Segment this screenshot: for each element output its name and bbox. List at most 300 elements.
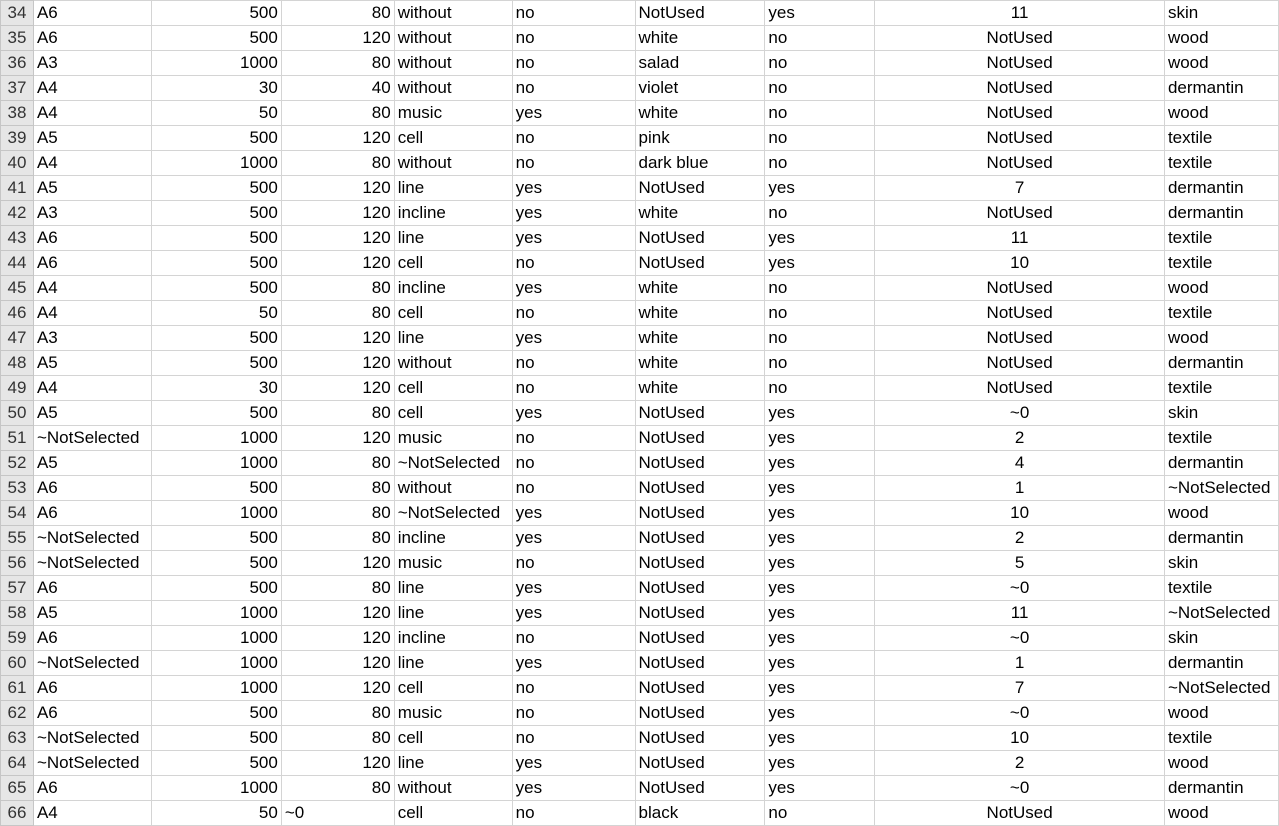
cell-col-H[interactable]: 10 bbox=[875, 251, 1165, 276]
cell-col-D[interactable]: line bbox=[394, 226, 512, 251]
cell-col-B[interactable]: 500 bbox=[151, 751, 281, 776]
cell-col-H[interactable]: ~0 bbox=[875, 576, 1165, 601]
cell-col-G[interactable]: yes bbox=[765, 251, 875, 276]
row-header[interactable]: 60 bbox=[1, 651, 34, 676]
cell-col-G[interactable]: yes bbox=[765, 426, 875, 451]
cell-col-C[interactable]: 120 bbox=[281, 601, 394, 626]
cell-col-B[interactable]: 500 bbox=[151, 326, 281, 351]
cell-col-E[interactable]: yes bbox=[512, 501, 635, 526]
cell-col-F[interactable]: NotUsed bbox=[635, 576, 765, 601]
cell-col-C[interactable]: 120 bbox=[281, 126, 394, 151]
cell-col-H[interactable]: 2 bbox=[875, 426, 1165, 451]
cell-col-H[interactable]: NotUsed bbox=[875, 151, 1165, 176]
cell-col-D[interactable]: without bbox=[394, 151, 512, 176]
row-header[interactable]: 66 bbox=[1, 801, 34, 826]
cell-col-H[interactable]: NotUsed bbox=[875, 126, 1165, 151]
cell-col-E[interactable]: yes bbox=[512, 601, 635, 626]
cell-col-C[interactable]: 80 bbox=[281, 101, 394, 126]
cell-col-G[interactable]: yes bbox=[765, 476, 875, 501]
cell-col-G[interactable]: yes bbox=[765, 551, 875, 576]
cell-col-H[interactable]: ~0 bbox=[875, 401, 1165, 426]
cell-col-F[interactable]: white bbox=[635, 201, 765, 226]
cell-col-C[interactable]: 80 bbox=[281, 151, 394, 176]
cell-col-A[interactable]: A4 bbox=[33, 376, 151, 401]
cell-col-I[interactable]: textile bbox=[1164, 576, 1278, 601]
cell-col-C[interactable]: 120 bbox=[281, 426, 394, 451]
cell-col-B[interactable]: 500 bbox=[151, 226, 281, 251]
cell-col-E[interactable]: no bbox=[512, 126, 635, 151]
cell-col-C[interactable]: 120 bbox=[281, 676, 394, 701]
cell-col-F[interactable]: white bbox=[635, 101, 765, 126]
cell-col-H[interactable]: 10 bbox=[875, 501, 1165, 526]
cell-col-G[interactable]: no bbox=[765, 276, 875, 301]
cell-col-G[interactable]: yes bbox=[765, 526, 875, 551]
row-header[interactable]: 55 bbox=[1, 526, 34, 551]
cell-col-B[interactable]: 500 bbox=[151, 276, 281, 301]
row-header[interactable]: 58 bbox=[1, 601, 34, 626]
cell-col-I[interactable]: dermantin bbox=[1164, 201, 1278, 226]
cell-col-D[interactable]: line bbox=[394, 576, 512, 601]
cell-col-H[interactable]: 5 bbox=[875, 551, 1165, 576]
row-header[interactable]: 48 bbox=[1, 351, 34, 376]
cell-col-A[interactable]: A6 bbox=[33, 501, 151, 526]
cell-col-C[interactable]: 80 bbox=[281, 1, 394, 26]
cell-col-G[interactable]: no bbox=[765, 151, 875, 176]
row-header[interactable]: 51 bbox=[1, 426, 34, 451]
cell-col-B[interactable]: 1000 bbox=[151, 426, 281, 451]
cell-col-E[interactable]: yes bbox=[512, 276, 635, 301]
cell-col-F[interactable]: salad bbox=[635, 51, 765, 76]
cell-col-H[interactable]: 11 bbox=[875, 1, 1165, 26]
cell-col-E[interactable]: yes bbox=[512, 101, 635, 126]
cell-col-I[interactable]: textile bbox=[1164, 301, 1278, 326]
cell-col-E[interactable]: no bbox=[512, 51, 635, 76]
cell-col-E[interactable]: yes bbox=[512, 176, 635, 201]
cell-col-B[interactable]: 1000 bbox=[151, 51, 281, 76]
cell-col-H[interactable]: 7 bbox=[875, 176, 1165, 201]
cell-col-A[interactable]: ~NotSelected bbox=[33, 751, 151, 776]
cell-col-E[interactable]: no bbox=[512, 551, 635, 576]
cell-col-B[interactable]: 500 bbox=[151, 176, 281, 201]
row-header[interactable]: 65 bbox=[1, 776, 34, 801]
cell-col-B[interactable]: 500 bbox=[151, 576, 281, 601]
cell-col-D[interactable]: cell bbox=[394, 401, 512, 426]
cell-col-E[interactable]: yes bbox=[512, 326, 635, 351]
cell-col-I[interactable]: wood bbox=[1164, 326, 1278, 351]
row-header[interactable]: 42 bbox=[1, 201, 34, 226]
row-header[interactable]: 64 bbox=[1, 751, 34, 776]
row-header[interactable]: 50 bbox=[1, 401, 34, 426]
row-header[interactable]: 63 bbox=[1, 726, 34, 751]
cell-col-H[interactable]: 7 bbox=[875, 676, 1165, 701]
cell-col-G[interactable]: no bbox=[765, 101, 875, 126]
cell-col-A[interactable]: A6 bbox=[33, 776, 151, 801]
cell-col-A[interactable]: A6 bbox=[33, 1, 151, 26]
cell-col-D[interactable]: music bbox=[394, 551, 512, 576]
cell-col-B[interactable]: 500 bbox=[151, 726, 281, 751]
cell-col-G[interactable]: yes bbox=[765, 451, 875, 476]
cell-col-A[interactable]: A4 bbox=[33, 76, 151, 101]
cell-col-E[interactable]: no bbox=[512, 76, 635, 101]
cell-col-C[interactable]: 80 bbox=[281, 726, 394, 751]
cell-col-G[interactable]: yes bbox=[765, 401, 875, 426]
row-header[interactable]: 53 bbox=[1, 476, 34, 501]
cell-col-C[interactable]: 120 bbox=[281, 626, 394, 651]
cell-col-G[interactable]: no bbox=[765, 376, 875, 401]
row-header[interactable]: 35 bbox=[1, 26, 34, 51]
cell-col-F[interactable]: NotUsed bbox=[635, 751, 765, 776]
cell-col-A[interactable]: ~NotSelected bbox=[33, 426, 151, 451]
row-header[interactable]: 34 bbox=[1, 1, 34, 26]
cell-col-E[interactable]: yes bbox=[512, 751, 635, 776]
cell-col-I[interactable]: wood bbox=[1164, 501, 1278, 526]
cell-col-C[interactable]: 80 bbox=[281, 276, 394, 301]
cell-col-H[interactable]: NotUsed bbox=[875, 276, 1165, 301]
cell-col-I[interactable]: textile bbox=[1164, 151, 1278, 176]
cell-col-I[interactable]: textile bbox=[1164, 376, 1278, 401]
cell-col-E[interactable]: no bbox=[512, 701, 635, 726]
cell-col-D[interactable]: without bbox=[394, 26, 512, 51]
cell-col-A[interactable]: A5 bbox=[33, 601, 151, 626]
cell-col-F[interactable]: white bbox=[635, 376, 765, 401]
cell-col-F[interactable]: NotUsed bbox=[635, 476, 765, 501]
cell-col-F[interactable]: pink bbox=[635, 126, 765, 151]
cell-col-D[interactable]: cell bbox=[394, 251, 512, 276]
cell-col-A[interactable]: ~NotSelected bbox=[33, 526, 151, 551]
row-header[interactable]: 56 bbox=[1, 551, 34, 576]
cell-col-I[interactable]: wood bbox=[1164, 101, 1278, 126]
cell-col-F[interactable]: NotUsed bbox=[635, 426, 765, 451]
cell-col-A[interactable]: ~NotSelected bbox=[33, 726, 151, 751]
row-header[interactable]: 40 bbox=[1, 151, 34, 176]
cell-col-C[interactable]: 40 bbox=[281, 76, 394, 101]
cell-col-E[interactable]: no bbox=[512, 626, 635, 651]
row-header[interactable]: 41 bbox=[1, 176, 34, 201]
row-header[interactable]: 44 bbox=[1, 251, 34, 276]
cell-col-I[interactable]: wood bbox=[1164, 751, 1278, 776]
cell-col-G[interactable]: no bbox=[765, 26, 875, 51]
cell-col-C[interactable]: 120 bbox=[281, 201, 394, 226]
cell-col-E[interactable]: no bbox=[512, 26, 635, 51]
cell-col-G[interactable]: yes bbox=[765, 226, 875, 251]
cell-col-F[interactable]: NotUsed bbox=[635, 701, 765, 726]
cell-col-D[interactable]: cell bbox=[394, 376, 512, 401]
cell-col-A[interactable]: A6 bbox=[33, 576, 151, 601]
cell-col-I[interactable]: dermantin bbox=[1164, 776, 1278, 801]
cell-col-H[interactable]: NotUsed bbox=[875, 801, 1165, 826]
cell-col-B[interactable]: 500 bbox=[151, 126, 281, 151]
cell-col-H[interactable]: 1 bbox=[875, 651, 1165, 676]
cell-col-A[interactable]: A6 bbox=[33, 701, 151, 726]
cell-col-C[interactable]: 80 bbox=[281, 451, 394, 476]
cell-col-I[interactable]: textile bbox=[1164, 226, 1278, 251]
cell-col-E[interactable]: no bbox=[512, 676, 635, 701]
cell-col-C[interactable]: 80 bbox=[281, 776, 394, 801]
cell-col-H[interactable]: 11 bbox=[875, 226, 1165, 251]
cell-col-H[interactable]: 1 bbox=[875, 476, 1165, 501]
cell-col-E[interactable]: yes bbox=[512, 576, 635, 601]
cell-col-A[interactable]: A4 bbox=[33, 801, 151, 826]
row-header[interactable]: 46 bbox=[1, 301, 34, 326]
cell-col-G[interactable]: no bbox=[765, 326, 875, 351]
cell-col-D[interactable]: music bbox=[394, 701, 512, 726]
cell-col-E[interactable]: yes bbox=[512, 201, 635, 226]
cell-col-D[interactable]: line bbox=[394, 651, 512, 676]
cell-col-D[interactable]: music bbox=[394, 426, 512, 451]
cell-col-B[interactable]: 1000 bbox=[151, 676, 281, 701]
cell-col-A[interactable]: A5 bbox=[33, 176, 151, 201]
cell-col-I[interactable]: dermantin bbox=[1164, 176, 1278, 201]
cell-col-G[interactable]: yes bbox=[765, 576, 875, 601]
cell-col-D[interactable]: line bbox=[394, 176, 512, 201]
cell-col-A[interactable]: A6 bbox=[33, 626, 151, 651]
cell-col-C[interactable]: 80 bbox=[281, 476, 394, 501]
cell-col-B[interactable]: 1000 bbox=[151, 626, 281, 651]
cell-col-I[interactable]: ~NotSelected bbox=[1164, 601, 1278, 626]
cell-col-E[interactable]: no bbox=[512, 376, 635, 401]
cell-col-E[interactable]: no bbox=[512, 251, 635, 276]
cell-col-E[interactable]: no bbox=[512, 151, 635, 176]
cell-col-I[interactable]: wood bbox=[1164, 801, 1278, 826]
row-header[interactable]: 38 bbox=[1, 101, 34, 126]
cell-col-G[interactable]: yes bbox=[765, 651, 875, 676]
cell-col-I[interactable]: dermantin bbox=[1164, 651, 1278, 676]
row-header[interactable]: 43 bbox=[1, 226, 34, 251]
cell-col-F[interactable]: NotUsed bbox=[635, 401, 765, 426]
cell-col-E[interactable]: no bbox=[512, 801, 635, 826]
cell-col-F[interactable]: white bbox=[635, 26, 765, 51]
cell-col-F[interactable]: NotUsed bbox=[635, 776, 765, 801]
cell-col-D[interactable]: without bbox=[394, 776, 512, 801]
cell-col-F[interactable]: black bbox=[635, 801, 765, 826]
cell-col-D[interactable]: ~NotSelected bbox=[394, 451, 512, 476]
cell-col-F[interactable]: white bbox=[635, 276, 765, 301]
cell-col-B[interactable]: 500 bbox=[151, 401, 281, 426]
cell-col-D[interactable]: line bbox=[394, 326, 512, 351]
cell-col-D[interactable]: line bbox=[394, 751, 512, 776]
cell-col-D[interactable]: cell bbox=[394, 676, 512, 701]
cell-col-D[interactable]: incline bbox=[394, 626, 512, 651]
cell-col-H[interactable]: NotUsed bbox=[875, 301, 1165, 326]
cell-col-F[interactable]: NotUsed bbox=[635, 501, 765, 526]
cell-col-D[interactable]: cell bbox=[394, 126, 512, 151]
cell-col-E[interactable]: no bbox=[512, 451, 635, 476]
cell-col-H[interactable]: ~0 bbox=[875, 626, 1165, 651]
cell-col-C[interactable]: 80 bbox=[281, 301, 394, 326]
cell-col-A[interactable]: A4 bbox=[33, 276, 151, 301]
cell-col-D[interactable]: cell bbox=[394, 726, 512, 751]
cell-col-F[interactable]: NotUsed bbox=[635, 1, 765, 26]
cell-col-I[interactable]: skin bbox=[1164, 551, 1278, 576]
cell-col-C[interactable]: 120 bbox=[281, 326, 394, 351]
cell-col-D[interactable]: cell bbox=[394, 801, 512, 826]
cell-col-H[interactable]: 10 bbox=[875, 726, 1165, 751]
cell-col-C[interactable]: 80 bbox=[281, 51, 394, 76]
cell-col-B[interactable]: 1000 bbox=[151, 501, 281, 526]
cell-col-E[interactable]: no bbox=[512, 426, 635, 451]
cell-col-D[interactable]: incline bbox=[394, 526, 512, 551]
cell-col-A[interactable]: A3 bbox=[33, 326, 151, 351]
cell-col-A[interactable]: A3 bbox=[33, 51, 151, 76]
cell-col-A[interactable]: A5 bbox=[33, 351, 151, 376]
cell-col-B[interactable]: 1000 bbox=[151, 451, 281, 476]
cell-col-B[interactable]: 500 bbox=[151, 251, 281, 276]
cell-col-C[interactable]: 80 bbox=[281, 501, 394, 526]
cell-col-A[interactable]: ~NotSelected bbox=[33, 651, 151, 676]
cell-col-F[interactable]: NotUsed bbox=[635, 551, 765, 576]
cell-col-A[interactable]: A6 bbox=[33, 476, 151, 501]
cell-col-H[interactable]: 4 bbox=[875, 451, 1165, 476]
cell-col-G[interactable]: no bbox=[765, 201, 875, 226]
cell-col-B[interactable]: 1000 bbox=[151, 651, 281, 676]
cell-col-G[interactable]: no bbox=[765, 126, 875, 151]
cell-col-I[interactable]: dermantin bbox=[1164, 526, 1278, 551]
cell-col-I[interactable]: dermantin bbox=[1164, 351, 1278, 376]
cell-col-B[interactable]: 500 bbox=[151, 701, 281, 726]
row-header[interactable]: 57 bbox=[1, 576, 34, 601]
cell-col-D[interactable]: without bbox=[394, 476, 512, 501]
row-header[interactable]: 47 bbox=[1, 326, 34, 351]
cell-col-G[interactable]: yes bbox=[765, 676, 875, 701]
cell-col-D[interactable]: music bbox=[394, 101, 512, 126]
cell-col-F[interactable]: NotUsed bbox=[635, 251, 765, 276]
cell-col-G[interactable]: yes bbox=[765, 601, 875, 626]
cell-col-I[interactable]: wood bbox=[1164, 701, 1278, 726]
cell-col-C[interactable]: 120 bbox=[281, 751, 394, 776]
cell-col-C[interactable]: 120 bbox=[281, 226, 394, 251]
cell-col-B[interactable]: 30 bbox=[151, 376, 281, 401]
row-header[interactable]: 61 bbox=[1, 676, 34, 701]
cell-col-A[interactable]: A6 bbox=[33, 676, 151, 701]
cell-col-D[interactable]: cell bbox=[394, 301, 512, 326]
cell-col-E[interactable]: yes bbox=[512, 226, 635, 251]
cell-col-I[interactable]: wood bbox=[1164, 276, 1278, 301]
row-header[interactable]: 59 bbox=[1, 626, 34, 651]
cell-col-H[interactable]: NotUsed bbox=[875, 351, 1165, 376]
cell-col-I[interactable]: textile bbox=[1164, 726, 1278, 751]
cell-col-D[interactable]: line bbox=[394, 601, 512, 626]
cell-col-C[interactable]: 120 bbox=[281, 376, 394, 401]
cell-col-B[interactable]: 50 bbox=[151, 801, 281, 826]
cell-col-A[interactable]: A3 bbox=[33, 201, 151, 226]
cell-col-A[interactable]: A5 bbox=[33, 126, 151, 151]
cell-col-A[interactable]: ~NotSelected bbox=[33, 551, 151, 576]
cell-col-B[interactable]: 1000 bbox=[151, 601, 281, 626]
cell-col-H[interactable]: 2 bbox=[875, 751, 1165, 776]
cell-col-A[interactable]: A5 bbox=[33, 401, 151, 426]
cell-col-I[interactable]: textile bbox=[1164, 426, 1278, 451]
cell-col-G[interactable]: yes bbox=[765, 1, 875, 26]
cell-col-E[interactable]: no bbox=[512, 726, 635, 751]
cell-col-C[interactable]: 80 bbox=[281, 401, 394, 426]
cell-col-F[interactable]: NotUsed bbox=[635, 451, 765, 476]
cell-col-H[interactable]: NotUsed bbox=[875, 76, 1165, 101]
cell-col-C[interactable]: 120 bbox=[281, 251, 394, 276]
cell-col-F[interactable]: NotUsed bbox=[635, 651, 765, 676]
cell-col-D[interactable]: incline bbox=[394, 201, 512, 226]
cell-col-F[interactable]: white bbox=[635, 351, 765, 376]
cell-col-D[interactable]: without bbox=[394, 76, 512, 101]
row-header[interactable]: 45 bbox=[1, 276, 34, 301]
cell-col-F[interactable]: white bbox=[635, 301, 765, 326]
cell-col-F[interactable]: white bbox=[635, 326, 765, 351]
cell-col-I[interactable]: skin bbox=[1164, 1, 1278, 26]
cell-col-G[interactable]: no bbox=[765, 351, 875, 376]
cell-col-C[interactable]: 120 bbox=[281, 351, 394, 376]
cell-col-B[interactable]: 500 bbox=[151, 201, 281, 226]
cell-col-I[interactable]: wood bbox=[1164, 51, 1278, 76]
cell-col-I[interactable]: ~NotSelected bbox=[1164, 676, 1278, 701]
cell-col-B[interactable]: 50 bbox=[151, 301, 281, 326]
cell-col-F[interactable]: NotUsed bbox=[635, 526, 765, 551]
cell-col-D[interactable]: ~NotSelected bbox=[394, 501, 512, 526]
cell-col-D[interactable]: without bbox=[394, 351, 512, 376]
cell-col-I[interactable]: ~NotSelected bbox=[1164, 476, 1278, 501]
cell-col-G[interactable]: no bbox=[765, 801, 875, 826]
cell-col-A[interactable]: A6 bbox=[33, 26, 151, 51]
cell-col-E[interactable]: no bbox=[512, 351, 635, 376]
row-header[interactable]: 54 bbox=[1, 501, 34, 526]
cell-col-H[interactable]: ~0 bbox=[875, 701, 1165, 726]
cell-col-B[interactable]: 500 bbox=[151, 551, 281, 576]
cell-col-G[interactable]: no bbox=[765, 301, 875, 326]
cell-col-I[interactable]: textile bbox=[1164, 126, 1278, 151]
cell-col-A[interactable]: A6 bbox=[33, 226, 151, 251]
cell-col-F[interactable]: NotUsed bbox=[635, 226, 765, 251]
cell-col-F[interactable]: violet bbox=[635, 76, 765, 101]
cell-col-I[interactable]: wood bbox=[1164, 26, 1278, 51]
row-header[interactable]: 36 bbox=[1, 51, 34, 76]
cell-col-G[interactable]: yes bbox=[765, 751, 875, 776]
cell-col-I[interactable]: dermantin bbox=[1164, 76, 1278, 101]
cell-col-H[interactable]: NotUsed bbox=[875, 326, 1165, 351]
cell-col-H[interactable]: NotUsed bbox=[875, 51, 1165, 76]
cell-col-C[interactable]: 120 bbox=[281, 651, 394, 676]
cell-col-E[interactable]: yes bbox=[512, 651, 635, 676]
cell-col-H[interactable]: 2 bbox=[875, 526, 1165, 551]
cell-col-C[interactable]: ~0 bbox=[281, 801, 394, 826]
cell-col-G[interactable]: yes bbox=[765, 701, 875, 726]
cell-col-G[interactable]: yes bbox=[765, 501, 875, 526]
cell-col-F[interactable]: NotUsed bbox=[635, 726, 765, 751]
cell-col-F[interactable]: NotUsed bbox=[635, 676, 765, 701]
cell-col-I[interactable]: skin bbox=[1164, 626, 1278, 651]
cell-col-A[interactable]: A4 bbox=[33, 301, 151, 326]
cell-col-H[interactable]: NotUsed bbox=[875, 26, 1165, 51]
cell-col-B[interactable]: 500 bbox=[151, 26, 281, 51]
cell-col-I[interactable]: skin bbox=[1164, 401, 1278, 426]
cell-col-D[interactable]: incline bbox=[394, 276, 512, 301]
row-header[interactable]: 37 bbox=[1, 76, 34, 101]
cell-col-C[interactable]: 80 bbox=[281, 526, 394, 551]
cell-col-C[interactable]: 80 bbox=[281, 576, 394, 601]
cell-col-F[interactable]: NotUsed bbox=[635, 626, 765, 651]
cell-col-A[interactable]: A5 bbox=[33, 451, 151, 476]
cell-col-D[interactable]: without bbox=[394, 51, 512, 76]
cell-col-G[interactable]: yes bbox=[765, 726, 875, 751]
cell-col-E[interactable]: no bbox=[512, 301, 635, 326]
cell-col-D[interactable]: without bbox=[394, 1, 512, 26]
cell-col-G[interactable]: no bbox=[765, 51, 875, 76]
cell-col-F[interactable]: dark blue bbox=[635, 151, 765, 176]
cell-col-G[interactable]: yes bbox=[765, 626, 875, 651]
cell-col-F[interactable]: NotUsed bbox=[635, 176, 765, 201]
cell-col-C[interactable]: 120 bbox=[281, 176, 394, 201]
cell-col-B[interactable]: 500 bbox=[151, 1, 281, 26]
cell-col-E[interactable]: no bbox=[512, 1, 635, 26]
cell-col-A[interactable]: A4 bbox=[33, 101, 151, 126]
cell-col-B[interactable]: 500 bbox=[151, 476, 281, 501]
